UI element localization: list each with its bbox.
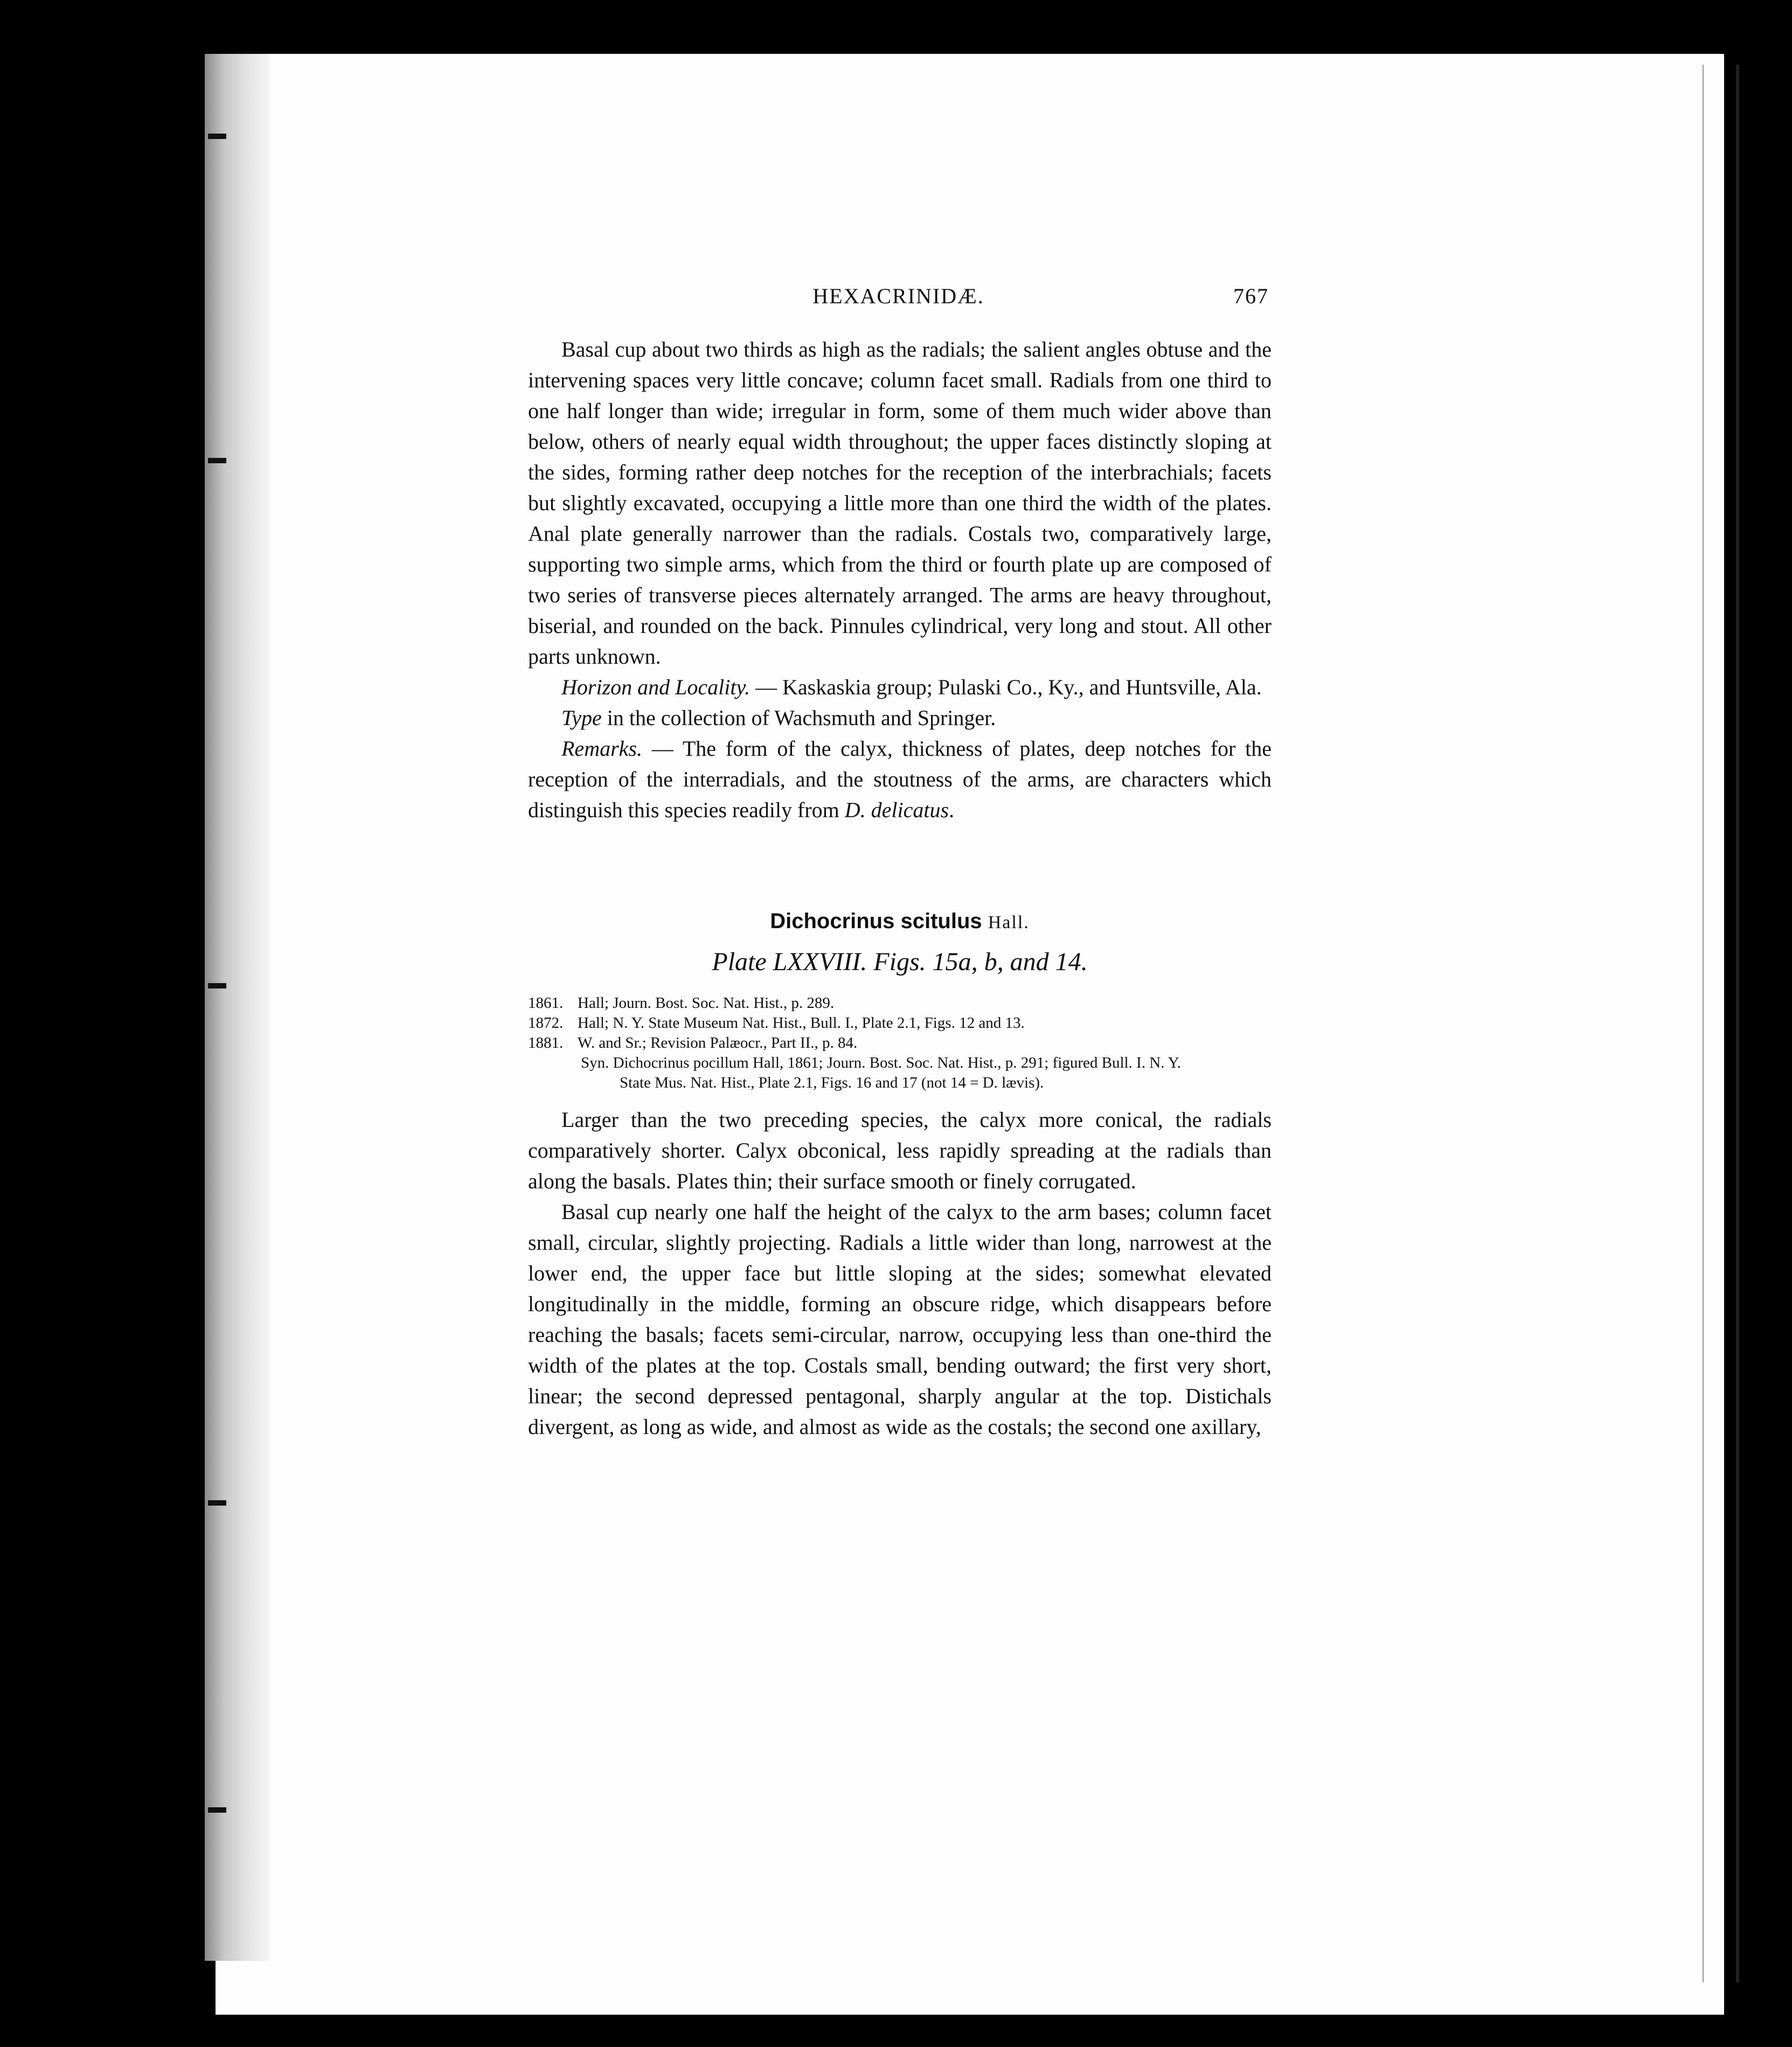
species-heading — [528, 909, 1272, 934]
binding-tick-mark — [208, 134, 226, 139]
horizon-paragraph — [528, 672, 1272, 702]
running-title: HEXACRINIDÆ. — [812, 284, 984, 308]
remarks-label: Remarks. — [561, 736, 642, 761]
species-name: Dichocrinus scitulus — [770, 909, 982, 933]
plate-reference: Plate LXXVIII. Figs. 15a, b, and 14. — [712, 948, 1088, 976]
binding-tick-mark — [208, 458, 226, 463]
paragraph: Basal cup nearly one half the height of the calyx to the arm bases; column facet small, circular, slightly projecting. Radials a little wider than long, narrowest at the lower end, the upper face but little sloping at the sides; somewhat elevated longitudinally in the middle, forming an obscure ridge, which disappears before reaching the basals; facets semi-circular, narrow, occupying less than one-third the width of the plates at the top. Costals small, bending outward; the first very short, linear; the second depressed pentagonal, sharply angular at the top. Distichals divergent, as long as wide, and almost as wide as the costals; the second one axillary, — [528, 1200, 1272, 1439]
bibliography-entry — [528, 993, 1272, 1013]
binding-tick-mark — [208, 1500, 226, 1506]
paragraph: Larger than the two preceding species, the calyx more conical, the radials comparatively shorter. Calyx obconical, less rapidly spreading at the radials than along the basals. Plates thin; their surface smooth or finely corrugated. — [528, 1108, 1272, 1193]
bibliography — [528, 993, 1272, 1093]
running-header — [528, 283, 1269, 316]
bibliography-year: 1881. — [528, 1034, 564, 1052]
species-author: Hall. — [988, 913, 1030, 932]
bibliography-text: Hall; N. Y. State Museum Nat. Hist., Bull. I., Plate 2.1, Figs. 12 and 13. — [578, 1014, 1025, 1032]
page-number: 767 — [1233, 284, 1269, 308]
synonym-line: Syn. Dichocrinus pocillum Hall, 1861; Journ. Bost. Soc. Nat. Hist., p. 291; figured Bull. I. N. Y. — [581, 1054, 1182, 1071]
remarks-paragraph — [528, 733, 1272, 825]
bibliography-text: W. and Sr.; Revision Palæocr., Part II., p. 84. — [578, 1034, 858, 1052]
paragraph: Basal cup about two thirds as high as the radials; the salient angles obtuse and the intervening spaces very little concave; column facet small. Radials from one third to one half longer than wide; irregular in form, some of them much wider above than below, others of nearly equal width throughout; the upper faces distinctly sloping at the sides, forming rather deep notches for the reception of the interbrachials; facets but slightly excavated, occupying a little more than one third the width of the plates. Anal plate generally narrower than the radials. Costals two, comparatively large, supporting two simple arms, which from the third or fourth plate up are composed of two series of transverse pieces alternately arranged. The arms are heavy throughout, biserial, and rounded on the back. Pinnules cylindrical, very long and stout. All other parts unknown. — [528, 337, 1272, 669]
species-description — [528, 1104, 1272, 1442]
remarks-text: — The form of the calyx, thickness of plates, deep notches for the reception of the interradials, and the stoutness of the arms, are characters which distinguish this species readily from — [528, 736, 1272, 822]
bibliography-entry — [528, 1013, 1272, 1033]
bibliography-year: 1872. — [528, 1014, 564, 1032]
page-edge — [1703, 65, 1739, 1982]
page-binding-shadow — [205, 54, 269, 1961]
type-text: in the collection of Wachsmuth and Springer. — [601, 706, 996, 730]
binding-tick-mark — [208, 983, 226, 988]
horizon-text: — Kaskaskia group; Pulaski Co., Ky., and Huntsville, Ala. — [750, 675, 1262, 699]
type-label: Type — [561, 706, 602, 730]
remarks-end: . — [949, 798, 955, 822]
synonym-line: State Mus. Nat. Hist., Plate 2.1, Figs. 16 and 17 (not 14 = D. lævis). — [620, 1074, 1044, 1091]
bibliography-entry — [528, 1033, 1272, 1053]
bibliography-year: 1861. — [528, 994, 564, 1012]
bibliography-text: Hall; Journ. Bost. Soc. Nat. Hist., p. 289. — [578, 994, 835, 1012]
horizon-label: Horizon and Locality. — [561, 675, 751, 699]
remarks-reference: D. delicatus — [844, 798, 949, 822]
type-paragraph — [528, 702, 1272, 733]
binding-tick-mark — [208, 1807, 226, 1813]
continued-description — [528, 334, 1272, 825]
